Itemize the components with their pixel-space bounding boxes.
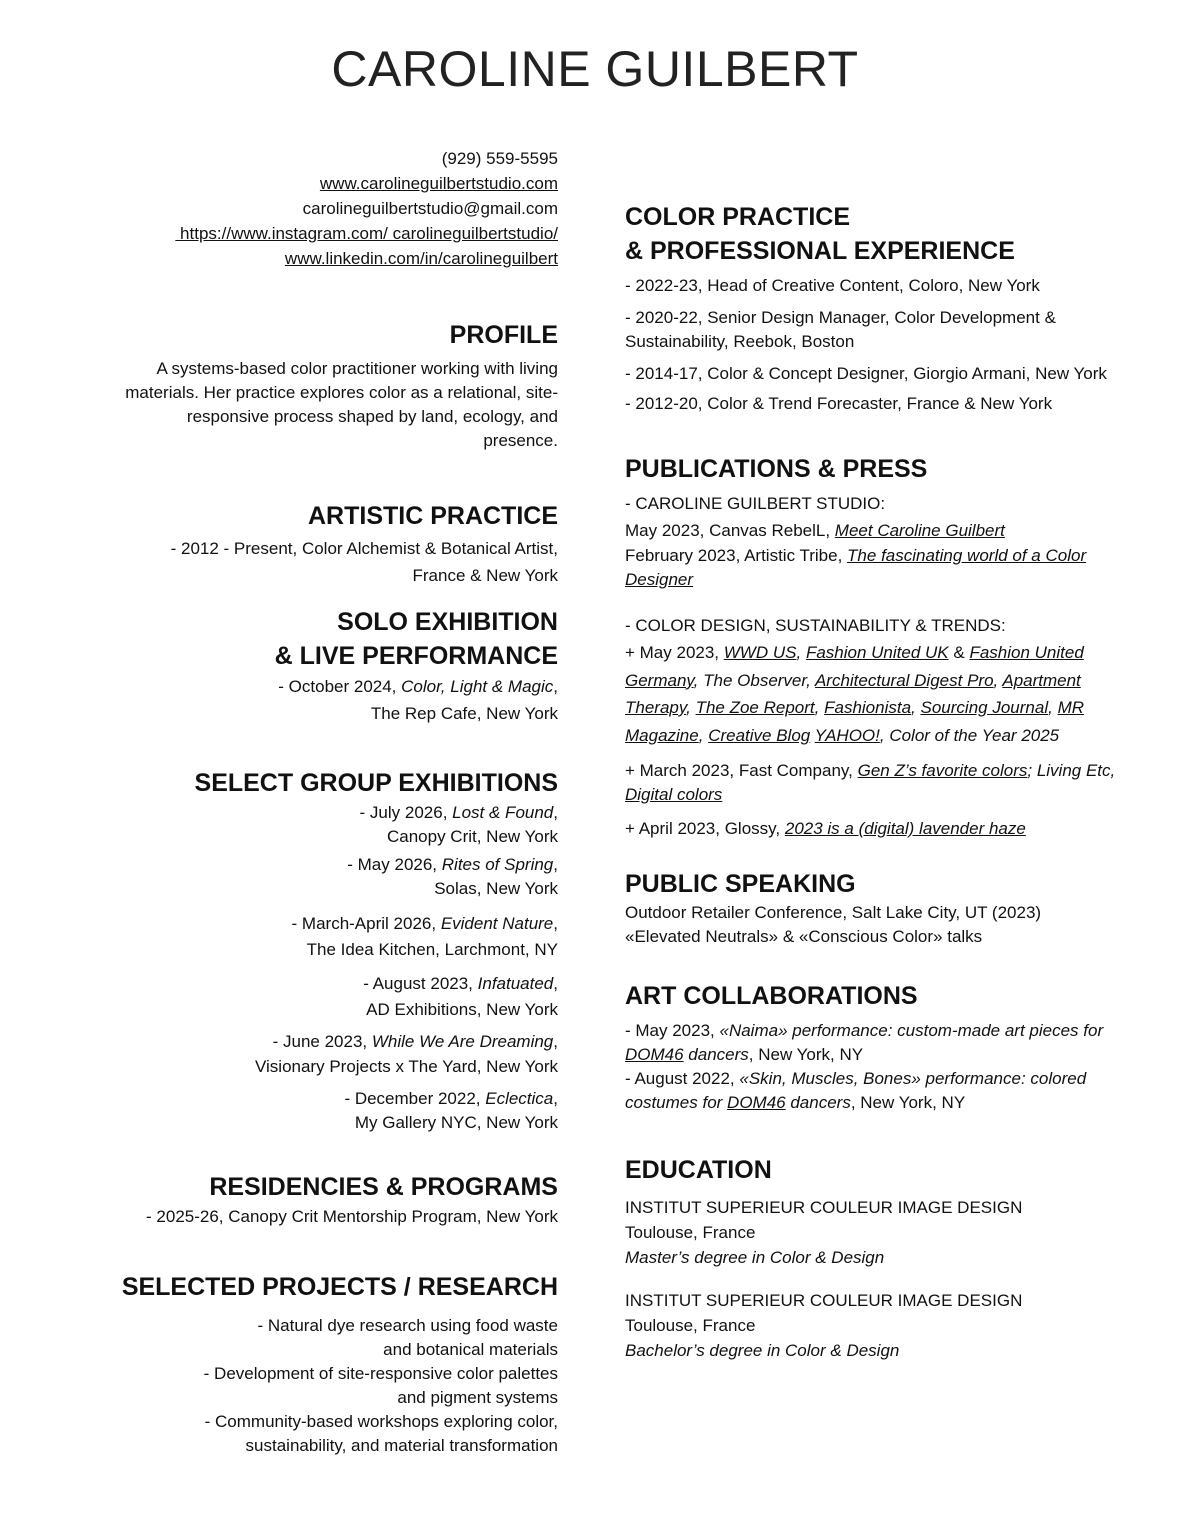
separator: ,	[796, 643, 802, 662]
color-practice-heading-2: & PROFESSIONAL EXPERIENCE	[625, 237, 1015, 265]
exhibition-comma: ,	[553, 914, 558, 933]
artistic-practice-heading: ARTISTIC PRACTICE	[308, 502, 558, 530]
instagram-link[interactable]: https://www.instagram.com/ carolineguilbertstudio/	[175, 224, 558, 243]
resume-name: CAROLINE GUILBERT	[331, 41, 859, 97]
school-location: Toulouse, France	[625, 1316, 756, 1335]
left-column	[60, 146, 558, 1458]
group-exhibition-item	[60, 1087, 558, 1135]
profile-heading: PROFILE	[449, 321, 558, 349]
press-source: Color of the Year 2025	[889, 725, 1060, 745]
exhibition-title: Infatuated	[477, 974, 554, 993]
publications-heading: PUBLICATIONS & PRESS	[625, 455, 928, 483]
press-link[interactable]: Gen Z’s favorite colors	[857, 761, 1028, 780]
press-date: + May 2023,	[625, 643, 724, 662]
exhibition-comma: ,	[553, 855, 558, 874]
exhibition-date: - December 2022,	[344, 1089, 486, 1108]
solo-exhibition-heading-2: & LIVE PERFORMANCE	[274, 642, 558, 670]
exhibition-venue: Canopy Crit, New York	[386, 827, 558, 846]
project-line: and pigment systems	[397, 1388, 558, 1407]
group-exhibitions-section	[60, 766, 558, 1135]
separator: ,	[911, 698, 916, 717]
speaking-line-2: «Elevated Neutrals» & «Conscious Color» talks	[625, 927, 983, 946]
degree-text: Master’s degree in Color & Design	[625, 1248, 885, 1267]
exhibition-date: - March-April 2026,	[291, 914, 441, 933]
color-practice-heading-1: COLOR PRACTICE	[625, 203, 850, 231]
education-section	[625, 1153, 1135, 1363]
group-exhibition-item	[60, 853, 558, 901]
school-name: INSTITUT SUPERIEUR COULEUR IMAGE DESIGN	[625, 1291, 1023, 1310]
separator: ,	[693, 670, 699, 690]
press-source: + April 2023, Glossy,	[625, 819, 785, 838]
press-source: May 2023, Canvas RebelL,	[625, 521, 835, 540]
exhibition-title: Lost & Found	[452, 803, 554, 822]
collab-date: - May 2023,	[625, 1021, 720, 1040]
exhibition-title: Eclectica	[485, 1089, 554, 1108]
education-item	[625, 1195, 1135, 1270]
press-link[interactable]: Fashionista	[824, 698, 912, 717]
collab-description: dancers	[785, 1093, 851, 1112]
exhibition-title: While We Are Dreaming	[371, 1032, 554, 1051]
exhibition-comma: ,	[553, 803, 558, 822]
press-link[interactable]: Meet Caroline Guilbert	[834, 521, 1005, 540]
exhibition-venue: The Idea Kitchen, Larchmont, NY	[306, 940, 558, 959]
press-link[interactable]: Apartment Therapy	[625, 670, 1081, 717]
website-link[interactable]: www.carolineguilbertstudio.com	[319, 174, 558, 193]
publications-section	[625, 452, 1135, 841]
design-label: - COLOR DESIGN, SUSTAINABILITY & TRENDS:	[625, 616, 1006, 635]
press-link[interactable]: Architectural Digest Pro	[814, 670, 994, 690]
public-speaking-heading: PUBLIC SPEAKING	[625, 870, 856, 898]
right-column	[625, 200, 1135, 1363]
experience-item: - 2014-17, Color & Concept Designer, Giorgio Armani, New York	[625, 364, 1107, 383]
email-address: carolineguilbertstudio@gmail.com	[302, 199, 558, 218]
artistic-practice-line-1: - 2012 - Present, Color Alchemist & Botanical Artist,	[170, 539, 558, 558]
group-exhibition-item	[60, 1029, 558, 1079]
press-april-2023	[625, 817, 1135, 841]
project-line: - Development of site-responsive color palettes	[203, 1364, 558, 1383]
degree	[625, 1338, 1135, 1363]
exhibition-title: Rites of Spring	[441, 855, 554, 874]
separator: ,	[814, 698, 820, 717]
press-link[interactable]: MR Magazine	[625, 698, 1085, 745]
education-item	[625, 1288, 1135, 1363]
solo-exhibition-section	[60, 605, 558, 727]
press-link[interactable]: Fashion United UK	[805, 643, 949, 662]
project-line: sustainability, and material transformation	[245, 1436, 558, 1455]
group-exhibition-item	[60, 911, 558, 963]
profile-text: A systems-based color practitioner working with living materials. Her practice explores color as a relational, site-responsive process shaped by land, ecology, and presence.	[125, 359, 558, 450]
press-link[interactable]: Fashion United Germany	[625, 643, 1084, 690]
group-exhibition-item	[60, 971, 558, 1023]
separator: ,	[1048, 698, 1053, 717]
exhibition-date: - July 2026,	[359, 803, 453, 822]
separator: ,	[698, 725, 704, 745]
press-link[interactable]: 2023 is a (digital) lavender haze	[784, 819, 1026, 838]
press-source: February 2023, Artistic Tribe,	[625, 546, 848, 565]
residencies-heading: RESIDENCIES & PROGRAMS	[209, 1173, 558, 1201]
school-location: Toulouse, France	[625, 1223, 756, 1242]
degree	[625, 1245, 1135, 1270]
exhibition-venue: Visionary Projects x The Yard, New York	[254, 1057, 558, 1076]
project-line: and botanical materials	[383, 1340, 558, 1359]
linkedin-link[interactable]: www.linkedin.com/in/carolineguilbert	[284, 249, 558, 268]
press-item	[625, 517, 1135, 544]
exhibition-date: - August 2023,	[363, 974, 478, 993]
collab-date: - August 2022,	[625, 1069, 740, 1088]
press-link[interactable]: Creative Blog	[708, 725, 811, 745]
residency-item: - 2025-26, Canopy Crit Mentorship Program, New York	[146, 1207, 558, 1226]
solo-comma: ,	[553, 677, 558, 696]
solo-title: Color, Light & Magic	[401, 677, 554, 696]
experience-item: - 2022-23, Head of Creative Content, Coloro, New York	[625, 276, 1040, 295]
press-link[interactable]: Sourcing Journal	[920, 698, 1049, 717]
artistic-practice-section	[60, 499, 558, 589]
collab-description: «Skin, Muscles, Bones» performance: colored costumes for	[625, 1069, 1087, 1112]
art-collaborations-section	[625, 979, 1135, 1115]
solo-date: - October 2024,	[278, 677, 402, 696]
exhibition-date: - May 2026,	[347, 855, 442, 874]
exhibition-title: Evident Nature	[440, 914, 554, 933]
solo-exhibition-entry	[60, 673, 558, 700]
collab-place: , New York, NY	[850, 1093, 966, 1112]
solo-venue: The Rep Cafe, New York	[370, 704, 558, 723]
separator: ,	[879, 725, 885, 745]
studio-label: - CAROLINE GUILBERT STUDIO:	[625, 494, 886, 513]
press-link[interactable]: The fascinating world of a Color Designer	[625, 546, 1087, 589]
color-practice-section	[625, 200, 1135, 416]
press-source: ; Living Etc,	[1027, 761, 1116, 780]
exhibition-comma: ,	[553, 1089, 558, 1108]
separator: ,	[806, 670, 811, 690]
contact-block	[60, 146, 558, 271]
press-source: + March 2023, Fast Company,	[625, 761, 858, 780]
artistic-practice-line-2: France & New York	[412, 566, 558, 585]
art-collaborations-heading: ART COLLABORATIONS	[625, 982, 918, 1010]
exhibition-date: - June 2023,	[272, 1032, 372, 1051]
exhibition-venue: Solas, New York	[434, 879, 558, 898]
experience-item: - 2012-20, Color & Trend Forecaster, France & New York	[625, 394, 1053, 413]
press-source: The Observer	[703, 670, 807, 690]
projects-heading: SELECTED PROJECTS / RESEARCH	[121, 1273, 558, 1301]
solo-exhibition-heading-1: SOLO EXHIBITION	[337, 608, 558, 636]
group-exhibitions-heading: SELECT GROUP EXHIBITIONS	[194, 769, 558, 797]
press-may-2023	[625, 639, 1135, 749]
degree-text: Bachelor’s degree in Color & Design	[625, 1341, 900, 1360]
project-line: - Community-based workshops exploring color,	[204, 1412, 558, 1431]
exhibition-comma: ,	[553, 1032, 558, 1051]
ampersand: &	[953, 643, 965, 662]
collaboration-item	[625, 1019, 1135, 1067]
projects-section	[60, 1270, 558, 1458]
press-item	[625, 544, 1135, 592]
press-march-2023	[625, 759, 1135, 807]
phone-number: (929) 559-5595	[441, 149, 558, 168]
press-link[interactable]: The Zoe Report	[695, 698, 815, 717]
dom46-link[interactable]: DOM46	[625, 1045, 684, 1064]
press-link[interactable]: YAHOO!	[814, 725, 880, 745]
exhibition-comma: ,	[553, 974, 558, 993]
collab-place: , New York, NY	[748, 1045, 864, 1064]
experience-item: - 2020-22, Senior Design Manager, Color Development & Sustainability, Reebok, Boston	[625, 308, 1056, 351]
education-heading: EDUCATION	[625, 1156, 772, 1184]
collab-description: «Naima» performance: custom-made art pieces for	[719, 1021, 1104, 1040]
speaking-line-1: Outdoor Retailer Conference, Salt Lake City, UT (2023)	[625, 903, 1042, 922]
press-link[interactable]: Digital colors	[625, 785, 723, 804]
press-link[interactable]: WWD US	[723, 643, 797, 662]
separator: ,	[686, 698, 691, 717]
collab-description: dancers	[683, 1045, 749, 1064]
separator: ,	[993, 670, 999, 690]
exhibition-venue: AD Exhibitions, New York	[366, 1000, 558, 1019]
dom46-link[interactable]: DOM46	[727, 1093, 786, 1112]
profile-section	[60, 318, 558, 453]
project-line: - Natural dye research using food waste	[257, 1316, 558, 1335]
collaboration-item	[625, 1067, 1135, 1115]
group-exhibition-item	[60, 801, 558, 849]
residencies-section	[60, 1170, 558, 1229]
exhibition-venue: My Gallery NYC, New York	[354, 1113, 558, 1132]
school-name: INSTITUT SUPERIEUR COULEUR IMAGE DESIGN	[625, 1198, 1023, 1217]
public-speaking-section	[625, 867, 1135, 949]
